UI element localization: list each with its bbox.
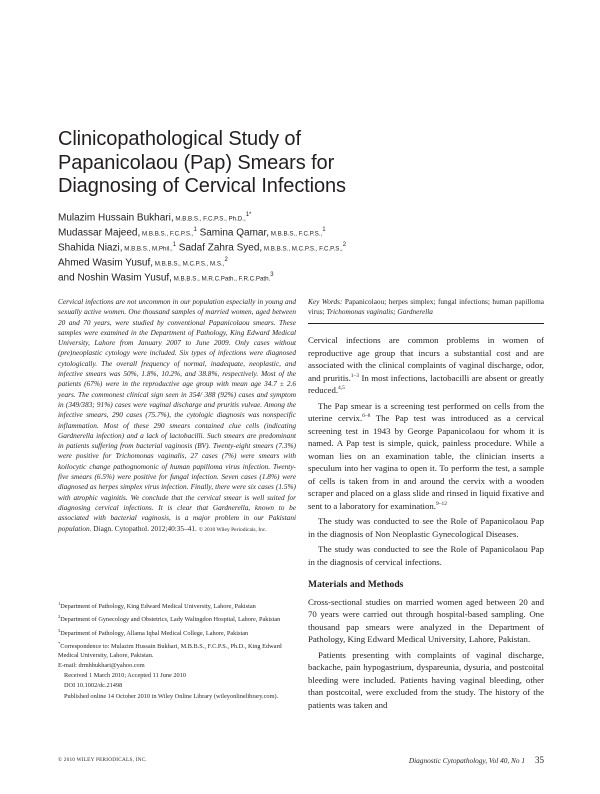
- doi: DOI 10.1002/dc.21498: [64, 682, 123, 690]
- article-title: [58, 128, 478, 199]
- title-line: Papanicolaou (Pap) Smears for: [58, 151, 335, 174]
- footnote-text: Correspondence to: Mulazim Hussain Bukhari, M.B.B.S., F.C.P.S., Ph.D., King Edward Medical University, Lahore, Pakistan.: [58, 642, 282, 659]
- abstract-copyright: © 2010 Wiley Periodicals, Inc.: [198, 526, 267, 533]
- methods-paragraph: Cross-sectional studies on married women aged between 20 and 70 years were carried out through hospital-based sampling. One thousand pap smears were analyzed in the Department of Pathology, King Edward Medical University, Lahore, Pakistan.: [308, 596, 544, 644]
- author-name: Sadaf Zahra Syed,: [176, 242, 263, 254]
- affiliation-mark: 1: [322, 226, 326, 233]
- author-name: Mudassar Majeed,: [58, 227, 141, 239]
- page-number: 35: [535, 755, 544, 765]
- affiliation-mark: 1: [172, 241, 177, 248]
- author-line: [58, 225, 438, 240]
- author-degrees: M.B.B.S., F.C.P.S.,: [269, 230, 323, 238]
- keywords: [308, 297, 544, 318]
- received-date: Received 1 March 2010; Accepted 11 June 2010: [64, 672, 186, 680]
- citation-ref: 9–12: [436, 500, 448, 507]
- author-line: [58, 240, 438, 255]
- affiliation-mark: 1*: [245, 212, 252, 218]
- text-run: Cervical infections are common problems in women of reproductive age group that incurs a substantial cost and are associated with the clinical complaints of vaginal discharge, odor, and pruritis.: [308, 335, 544, 383]
- intro-paragraph: The study was conducted to see the Role of Papanicolaou Pap in the diagnosis of cervical infections.: [308, 544, 544, 567]
- citation-ref: 4,5: [338, 385, 345, 392]
- author-degrees: M.B.B.S., M.R.C.Path., F.R.C.Path.: [171, 275, 271, 283]
- affiliation-mark: 3: [270, 271, 274, 278]
- author-degrees: M.B.B.S., M.C.P.S., F.C.P.S.,: [262, 245, 343, 253]
- footnote-affiliation: [58, 600, 296, 612]
- footnote-text: Department of Pathology, Allama Iqbal Medical College, Lahore, Pakistan: [60, 629, 249, 637]
- author-name: and Noshin Wasim Yusuf,: [58, 272, 172, 284]
- footnote-affiliation: [58, 627, 296, 639]
- keywords-label: Key Words:: [308, 297, 343, 306]
- footnote-mark: *: [58, 640, 61, 646]
- title-line: Diagnosing of Cervical Infections: [58, 175, 346, 197]
- author-name: Ahmed Wasim Yusuf,: [58, 257, 154, 269]
- author-list: [58, 210, 438, 285]
- citation-ref: 1–3: [350, 372, 360, 379]
- footnote-mark: 2: [58, 614, 61, 620]
- abstract: [58, 297, 296, 535]
- affiliation-mark: 1: [193, 226, 197, 233]
- intro-paragraph: The study was conducted to see the Role of Papanicolaou Pap in the diagnosis of Non Neoplastic Gynecological Diseases.: [308, 516, 544, 539]
- footnote-text: Department of Pathology, King Edward Medical University, Lahore, Pakistan: [60, 603, 256, 611]
- intro-paragraph: [308, 334, 544, 397]
- section-heading-methods: Materials and Methods: [308, 579, 404, 590]
- correspondence-email: E-mail: drmhbukhari@yahoo.com: [58, 661, 145, 669]
- affiliation-mark: 2: [342, 241, 347, 248]
- author-name: Mulazim Hussain Bukhari,: [58, 212, 174, 224]
- author-degrees: M.B.B.S., F.C.P.S., Ph.D.,: [173, 215, 246, 223]
- text-run: In most infections, lactobacilli are absent or greatly reduced.: [308, 372, 544, 395]
- published-online: Published online 14 October 2010 in Wiley Online Library (wileyonlinelibrary.com).: [64, 692, 279, 700]
- footer-journal-info: [409, 755, 544, 765]
- author-name: Shahida Niazi,: [58, 242, 123, 254]
- footnote-correspondence: [58, 640, 296, 661]
- intro-paragraph: [308, 400, 544, 513]
- footnote-mark: 1: [58, 601, 61, 606]
- title-line: Clinicopathological Study of: [58, 128, 301, 150]
- footer-journal: Diagnostic Cytopathology, Vol 40, No 1: [408, 756, 525, 765]
- body-text: [308, 334, 544, 711]
- citation-ref: 6–8: [362, 413, 371, 420]
- author-line: [58, 255, 438, 270]
- journal-citation: Diagn. Cytopathol. 2012;40:35–41.: [91, 523, 197, 533]
- footnote-mark: 3: [58, 627, 61, 633]
- text-run: The Pap test was introduced as a cervical screening test in 1943 by George Papanicolaou for whom it is named. A Pap test is simple, quick, painless procedure. While a woman lies on an examination table, the clinician inserts a speculum into her vagina to open it. To perform the test, a sample of cells is taken from in and around the cervix with a wooden scraper and placed on a glass slide and rinsed in liquid fixative and sent to a laboratory for examination.: [308, 413, 544, 511]
- author-line: [58, 210, 438, 225]
- affiliation-mark: 2: [224, 256, 228, 263]
- abstract-text: Cervical infections are not uncommon in our population especially in young and sexually active women. One thousand samples of married women, aged between 20 and 70 years, were studied by conventional Papanicolaou smears. These samples were examined in the Department of Pathology, King Edward Medical University, Lahore from January 2007 to June 2009. Only cases without (pre)neoplastic cytology were included. Six types of infections were diagnosed cytologically. The overall frequency of normal, inadequate, neoplastic, and infective smears was 50%, 1.8%, 10.2%, and 38.8%, respectively. Most of the patients (67%) were in the reproductive age group with mean age 34.7 ± 2.6 years. The commonest clinical sign seen in 354/ 388 (92%) cases and symptom in (349/383; 91%) cases were vaginal discharge and pruritis vulvae. Among the infective smears, 290 cases (75.7%), the cytologic diagnosis was nonspecific inflammation. Most of these 290 smears contained clue cells (indicating Gardnerella infection) and a lack of lactobacilli. Such smears are predominant in patients suffering from bacterial vaginosis (BV). Twenty-eight smears (7.3%) were positive for Trichomonas vaginalis, 27 cases (7%) were smears with koilocytic change pathognomonic of human papilloma virus infection. Twenty-five smears (6.5%) were positive for fungal infection. Seven cases (1.8%) were diagnosed as herpes simplex virus infection. Finally, there were six cases (1.5%) with atrophic vaginitis. We conclude that the cervical smear is well suited for diagnosing cervical infections. It is clear that Gardnerella, known to be associated with bacterial vaginosis, is a major problem in our Pakistani population.: [58, 297, 296, 533]
- footer-copyright: © 2010 WILEY PERIODICALS, INC.: [58, 757, 147, 763]
- footnote-text: Department of Gynecology and Obstetrics, Lady Walingdon Hospital, Lahore, Pakistan: [60, 616, 281, 624]
- keywords-divider: [308, 323, 544, 324]
- text-run: The Pap smear is a screening test performed on cells from the uterine cervix.: [308, 400, 544, 423]
- footnote-affiliation: [58, 613, 296, 625]
- author-line: [58, 270, 438, 285]
- author-degrees: M.B.B.S., M.Phil.,: [122, 245, 173, 253]
- author-degrees: M.B.B.S., M.C.P.S., M.S.,: [153, 260, 225, 268]
- methods-paragraph: Patients presenting with complaints of vaginal discharge, backache, pain hypogastrium, dyspareunia, dysuria, and postcoital bleeding were included. Patients having vaginal bleeding, other than postcoital, were excluded from the study. The history of the patients was taken and: [308, 649, 544, 710]
- author-name: Samina Qamar,: [196, 227, 270, 239]
- keywords-list: Papanicolaou; herpes simplex; fungal infections; human papilloma virus;: [308, 297, 544, 317]
- footnotes: [58, 600, 296, 703]
- keywords-italic: Trichomonas vaginalis; Gardnerella: [326, 307, 433, 317]
- author-degrees: M.B.B.S., F.C.P.S.,: [140, 230, 194, 238]
